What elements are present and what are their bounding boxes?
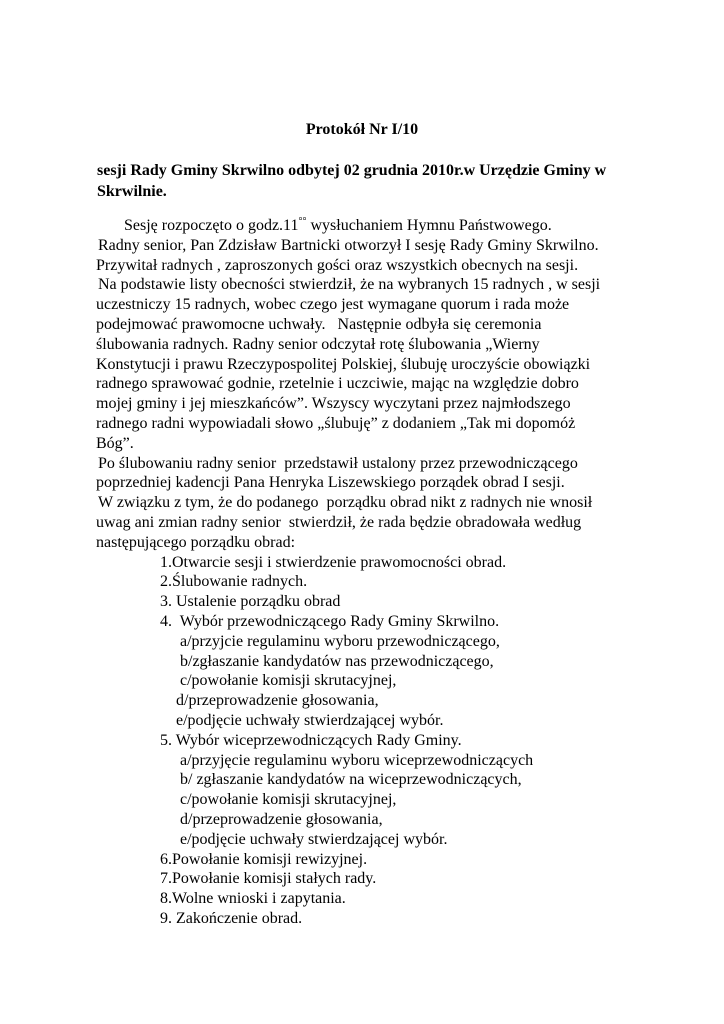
agenda-item: 5. Wybór wiceprzewodniczących Rady Gminy. bbox=[160, 731, 462, 749]
agenda-subitem: d/przeprowadzenie głosowania, bbox=[176, 692, 379, 710]
agenda-subitem: b/ zgłaszanie kandydatów na wiceprzewodniczących, bbox=[180, 771, 522, 789]
agenda-item: 1.Otwarcie sesji i stwierdzenie prawomocności obrad. bbox=[160, 553, 507, 571]
agenda-subitem: b/zgłaszanie kandydatów nas przewodniczącego, bbox=[180, 652, 494, 670]
agenda-item: 3. Ustalenie porządku obrad bbox=[160, 593, 341, 611]
text-line: uwag ani zmian radny senior stwierdził, że rada będzie obradowała według bbox=[96, 513, 582, 531]
document-title: Protokół Nr I/10 bbox=[305, 121, 419, 138]
text-line: ślubowania radnych. Radny senior odczytał rotę ślubowania „Wierny bbox=[96, 335, 540, 353]
text-line: Radny senior, Pan Zdzisław Bartnicki otworzył I sesję Rady Gminy Skrwilno. bbox=[98, 236, 599, 254]
text-line: podejmować prawomocne uchwały. Następnie odbyła się ceremonia bbox=[96, 315, 542, 333]
text-line: radnego radni wypowiadali słowo „ślubuję” z dodaniem „Tak mi dopomóż bbox=[96, 414, 576, 432]
agenda-subitem: c/powołanie komisji skrutacyjnej, bbox=[180, 791, 397, 809]
text-line: Konstytucji i prawu Rzeczypospolitej Polskiej, ślubuję uroczyście obowiązki bbox=[96, 355, 591, 373]
text-line: Bóg”. bbox=[96, 434, 134, 452]
opening-time-superscript: °° bbox=[298, 216, 307, 227]
text-line: Po ślubowaniu radny senior przedstawił ustalony przez przewodniczącego bbox=[98, 454, 578, 472]
agenda-item: 4. Wybór przewodniczącego Rady Gminy Skrwilno. bbox=[160, 612, 500, 630]
text-line: Na podstawie listy obecności stwierdził, że na wybranych 15 radnych , w sesji bbox=[98, 276, 601, 294]
agenda-subitem: e/podjęcie uchwały stwierdzającej wybór. bbox=[176, 711, 444, 729]
opening-line bbox=[96, 216, 666, 236]
agenda-item: 9. Zakończenie obrad. bbox=[160, 909, 303, 927]
agenda-item: 2.Ślubowanie radnych. bbox=[160, 573, 308, 591]
agenda-subitem: a/przyjęcie regulaminu wyboru wiceprzewodniczących bbox=[180, 751, 534, 769]
text-line: następującego porządku obrad: bbox=[96, 533, 296, 551]
text-line: mojej gminy i jej mieszkańców”. Wszyscy wyczytani przez najmłodszego bbox=[96, 395, 571, 413]
agenda-subitem: e/podjęcie uchwały stwierdzającej wybór. bbox=[180, 830, 448, 848]
agenda-item: 8.Wolne wnioski i zapytania. bbox=[160, 890, 346, 908]
agenda-subitem: d/przeprowadzenie głosowania, bbox=[180, 810, 383, 828]
text-line: Przywitał radnych , zaproszonych gości oraz wszystkich obecnych na sesji. bbox=[96, 256, 579, 274]
document-body bbox=[96, 216, 666, 929]
document-subtitle: sesji Rady Gminy Skrwilno odbytej 02 grudnia 2010r.w Urzędzie Gminy w Skrwilnie. bbox=[97, 162, 607, 200]
agenda-item: 6.Powołanie komisji rewizyjnej. bbox=[160, 850, 368, 868]
opening-text: Sesję rozpoczęto o godz.11 bbox=[124, 217, 299, 234]
text-line: uczestniczy 15 radnych, wobec czego jest wymagane quorum i rada może bbox=[96, 296, 570, 314]
agenda-subitem: a/przyjcie regulaminu wyboru przewodniczącego, bbox=[180, 632, 500, 650]
opening-text-end: wysłuchaniem Hymnu Państwowego. bbox=[306, 217, 552, 234]
agenda-item: 7.Powołanie komisji stałych rady. bbox=[160, 870, 377, 888]
agenda-subitem: c/powołanie komisji skrutacyjnej, bbox=[180, 672, 397, 690]
text-line: poprzedniej kadencji Pana Henryka Liszewskiego porządek obrad I sesji. bbox=[96, 474, 565, 492]
text-line: radnego sprawować godnie, rzetelnie i uczciwie, mając na względzie dobro bbox=[96, 375, 579, 393]
text-line: W związku z tym, że do podanego porządku obrad nikt z radnych nie wnosił bbox=[98, 494, 593, 512]
